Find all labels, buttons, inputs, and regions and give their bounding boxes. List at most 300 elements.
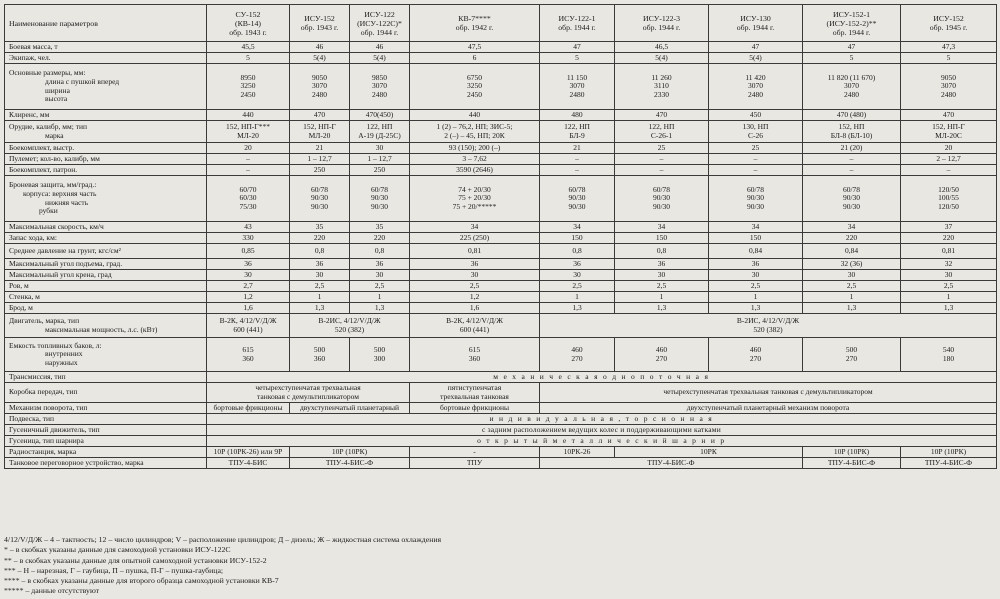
cell-line: 2480 [941, 89, 956, 99]
value-clearance-col3 [350, 110, 410, 121]
value-ford-col2 [290, 303, 350, 314]
cell-line: ИСУ-122-1 [558, 14, 596, 23]
value-pressure-col6 [615, 244, 709, 259]
value-intercom-col2-3: ТПУ-4-БИС-Ф [290, 458, 410, 469]
value-pressure-col3 [350, 244, 410, 259]
cell-line: 2,5 [846, 280, 857, 290]
value-range-col8 [803, 233, 901, 244]
value-gun-col3 [350, 121, 410, 143]
cell-line: 5 [575, 52, 579, 62]
value-ammo-col1 [207, 143, 290, 154]
cell-line: 360 [313, 353, 326, 363]
table-row [5, 292, 997, 303]
table-row [5, 244, 997, 259]
value-ford-col7 [709, 303, 803, 314]
cell-line: 93 (150); 200 (–) [448, 142, 501, 152]
cell-line: 470 [942, 109, 955, 119]
cell-line: В-2ИС, 4/12/V/Д/Ж [318, 315, 381, 325]
cell-line: 75/30 [239, 201, 257, 211]
value-armor-col1 [207, 176, 290, 222]
value-armor-col3 [350, 176, 410, 222]
value-ammo-col8 [803, 143, 901, 154]
value-mass-col1 [207, 42, 290, 53]
cell-line: 1 [377, 291, 382, 301]
cell-line: трехвальная танковая [440, 391, 509, 401]
cell-line: Боекомплект, выстр. [9, 142, 75, 152]
value-crew-col6 [615, 53, 709, 64]
cell-line: В-2К, 4/12/V/Д/Ж [446, 315, 503, 325]
cell-line: 3070 [569, 81, 585, 91]
footnote: * – в скобках указаны данные для самоходной установки ИСУ-122С [4, 545, 231, 555]
cell-line: 1 – 12,7 [367, 153, 392, 163]
cell-line: 90/30 [842, 201, 861, 211]
cell-line: 122, НП [366, 121, 393, 131]
table-row [5, 314, 997, 338]
cell-line: 1,3 [572, 302, 582, 312]
cell-line: 1,3 [656, 302, 667, 312]
cell-line: 2,5 [572, 280, 582, 290]
cell-line: 3070 [844, 81, 859, 91]
cell-line: Запас хода, км: [9, 232, 57, 242]
cell-line: Среднее давление на грунт, кгс/см² [9, 245, 121, 255]
value-mass-col2 [290, 42, 350, 53]
cell-line: 130, НП [742, 121, 769, 131]
value-range-col1 [207, 233, 290, 244]
cell-line: С-26-1 [650, 130, 673, 140]
value-clearance-col9 [901, 110, 997, 121]
param-tilt [5, 270, 207, 281]
table-row [5, 403, 997, 414]
cell-line: 615 [468, 344, 481, 354]
cell-line: (ИСУ-152-2)** [826, 18, 877, 28]
cell-line: 460 [655, 344, 668, 354]
value-dims-col9 [901, 64, 997, 110]
value-fuel-col9 [901, 338, 997, 372]
cell-line: 5(4) [655, 52, 668, 62]
table-row [5, 338, 997, 372]
value-speed-col3 [350, 222, 410, 233]
value-armor-col9 [901, 176, 997, 222]
cell-line: 480 [571, 109, 583, 119]
cell-line: – [946, 164, 951, 174]
cell-line: – [849, 153, 854, 163]
value-gearbox-col1-3 [207, 383, 410, 403]
value-armor-col8 [803, 176, 901, 222]
value-climb-col7 [709, 259, 803, 270]
value-armor-col5 [540, 176, 615, 222]
cell-line: 152, НП-Г [303, 121, 336, 131]
table-row [5, 53, 997, 64]
table-row [5, 447, 997, 458]
value-mass-col6 [615, 42, 709, 53]
value-mgammo-col1 [207, 165, 290, 176]
value-dims-col7 [709, 64, 803, 110]
cell-line: 9050 [941, 72, 956, 82]
value-radio-col9: 10Р (10РК) [901, 447, 997, 458]
cell-line: 3070 [941, 81, 956, 91]
value-ford-col1 [207, 303, 290, 314]
value-propulsion: с задним расположением ведущих колес и поддерживающими катками [207, 425, 997, 436]
value-dims-col6 [615, 64, 709, 110]
cell-line: обр. 1942 г. [455, 23, 494, 32]
cell-line: Боекомплект, патрон. [9, 164, 78, 174]
param-pressure [5, 244, 207, 259]
cell-line: 90/30 [310, 201, 329, 211]
value-clearance-col2 [290, 110, 350, 121]
value-speed-col5 [540, 222, 615, 233]
cell-line: 60/78 [842, 184, 861, 194]
value-ditch-col6 [615, 281, 709, 292]
value-ditch-col3 [350, 281, 410, 292]
cell-line: 9050 [312, 72, 327, 82]
cell-line: 30 [944, 269, 953, 279]
value-mgammo-col4 [410, 165, 540, 176]
cell-line: рубки [39, 206, 58, 216]
value-turning-col5-9: двухступенчатый планетарный механизм поворота [540, 403, 997, 414]
value-pressure-col4 [410, 244, 540, 259]
cell-line: 32 (36) [840, 258, 863, 268]
cell-line: 35 [375, 221, 384, 231]
cell-line: 270 [845, 353, 858, 363]
value-armor-col7 [709, 176, 803, 222]
value-gun-col6 [615, 121, 709, 143]
cell-line: 0,8 [314, 245, 325, 255]
cell-line: 90/30 [370, 201, 389, 211]
value-clearance-col8 [803, 110, 901, 121]
value-mass-col9 [901, 42, 997, 53]
cell-line: Боевая масса, т [9, 41, 58, 51]
value-ammo-col2 [290, 143, 350, 154]
cell-line: 150 [749, 232, 762, 242]
value-mg-col6 [615, 154, 709, 165]
cell-line: 250 [373, 164, 386, 174]
value-tilt-col2 [290, 270, 350, 281]
cell-line: 220 [373, 232, 386, 242]
header-param [5, 5, 207, 42]
value-mg-col7 [709, 154, 803, 165]
cell-line: В-2К, 4/12/V/Д/Ж [219, 315, 277, 325]
cell-line: 225 (250) [459, 232, 490, 242]
value-radio-col2-3: 10Р (10РК) [290, 447, 410, 458]
value-tilt-col5 [540, 270, 615, 281]
cell-line: 5 [946, 52, 951, 62]
table-row [5, 222, 997, 233]
cell-line: СУ-152 [235, 9, 261, 19]
param-propulsion: Гусеничный движитель, тип [5, 425, 207, 436]
cell-line: ИСУ-122 [364, 9, 395, 19]
cell-line: обр. 1943 г. [229, 27, 267, 37]
value-speed-col4 [410, 222, 540, 233]
cell-line: 37 [944, 221, 953, 231]
cell-line: – [753, 164, 758, 174]
value-mgammo-col5 [540, 165, 615, 176]
cell-line: 30 [375, 142, 384, 152]
cell-line: 47 [573, 41, 581, 51]
param-fuel [5, 338, 207, 372]
value-pressure-col7 [709, 244, 803, 259]
param-gearbox: Коробка передач, тип [5, 383, 207, 403]
value-climb-col6 [615, 259, 709, 270]
value-radio-col8: 10Р (10РК) [803, 447, 901, 458]
cell-line: 470 (480) [836, 109, 867, 119]
cell-line: 90/30 [310, 193, 329, 203]
value-mgammo-col6 [615, 165, 709, 176]
param-turning: Механизм поворота, тип [5, 403, 207, 414]
value-fuel-col7 [709, 338, 803, 372]
value-ditch-col8 [803, 281, 901, 292]
value-armor-col2 [290, 176, 350, 222]
value-pressure-col8 [803, 244, 901, 259]
value-mgammo-col2 [290, 165, 350, 176]
cell-line: 21 [573, 142, 581, 152]
value-wall-col9 [901, 292, 997, 303]
cell-line: 2330 [654, 89, 669, 99]
cell-line: 450 [749, 109, 762, 119]
cell-line: 1,2 [469, 291, 480, 301]
value-mass-col4 [410, 42, 540, 53]
value-wall-col2 [290, 292, 350, 303]
value-turning-col4: бортовые фрикционы [410, 403, 540, 414]
table-row [5, 154, 997, 165]
header-c1 [207, 5, 290, 42]
param-gun [5, 121, 207, 143]
cell-line: 90/30 [568, 193, 586, 203]
cell-line: 0,85 [241, 245, 255, 255]
cell-line: Основные размеры, мм: [9, 68, 86, 78]
value-fuel-col1 [207, 338, 290, 372]
cell-line: 540 [942, 344, 955, 354]
cell-line: 360 [242, 353, 254, 363]
cell-line: 0,81 [467, 245, 482, 255]
value-ammo-col5 [540, 143, 615, 154]
cell-line: 3 – 7,62 [462, 153, 487, 163]
cell-line: Двигатель, марка, тип [9, 315, 80, 325]
value-intercom-col8: ТПУ-4-БИС-Ф [803, 458, 901, 469]
cell-line: Клиренс, мм [9, 109, 50, 119]
cell-line: 270 [655, 353, 668, 363]
value-climb-col3 [350, 259, 410, 270]
cell-line: – [849, 164, 854, 174]
cell-line: 30 [244, 269, 252, 279]
cell-line: 43 [244, 221, 252, 231]
cell-line: 150 [655, 232, 668, 242]
cell-line: 500 [373, 344, 386, 354]
table-row [5, 176, 997, 222]
table-row [5, 143, 997, 154]
cell-line: обр. 1945 г. [929, 23, 968, 32]
value-ammo-col6 [615, 143, 709, 154]
value-tilt-col3 [350, 270, 410, 281]
cell-line: 2 – 12,7 [936, 153, 961, 163]
param-crew [5, 53, 207, 64]
cell-line: 5 [849, 52, 854, 62]
value-speed-col9 [901, 222, 997, 233]
param-clearance [5, 110, 207, 121]
table-row [5, 425, 997, 436]
value-range-col6 [615, 233, 709, 244]
cell-line: 152, НП [838, 121, 865, 131]
param-dims [5, 64, 207, 110]
cell-line: 30 [657, 269, 666, 279]
cell-line: корпуса: верхняя часть [23, 188, 97, 198]
cell-line: 6 [472, 52, 477, 62]
cell-line: ИСУ-130 [740, 14, 771, 23]
cell-line: 122, НП [564, 121, 590, 131]
footnotes [4, 535, 996, 597]
cell-line: – [575, 153, 579, 163]
cell-line: 500 [845, 344, 858, 354]
value-speed-col7 [709, 222, 803, 233]
value-ford-col5 [540, 303, 615, 314]
value-fuel-col4 [410, 338, 540, 372]
cell-line: 2,5 [469, 280, 480, 290]
cell-line: 152, НП-Г*** [226, 121, 270, 131]
cell-line: обр. 1944 г. [736, 23, 775, 32]
cell-line: 5 [246, 52, 250, 62]
header-c4 [410, 5, 540, 42]
value-mgammo-col8 [803, 165, 901, 176]
cell-line: 74 + 20/30 [458, 184, 491, 194]
cell-line: Емкость топливных баков, л: [9, 340, 102, 350]
value-ditch-col7 [709, 281, 803, 292]
value-dims-col3 [350, 64, 410, 110]
value-speed-col6 [615, 222, 709, 233]
cell-line: МЛ-20 [308, 130, 331, 140]
value-crew-col1 [207, 53, 290, 64]
cell-line: С-26 [748, 130, 763, 140]
cell-line: 2 (–) – 45, НП; 20К [444, 130, 505, 140]
value-range-col3 [350, 233, 410, 244]
cell-line: – [659, 153, 664, 163]
cell-line: 2450 [240, 89, 256, 99]
value-pressure-col5 [540, 244, 615, 259]
cell-line: 30 [751, 269, 760, 279]
cell-line: 0,8 [374, 245, 385, 255]
cell-line: 1 (2) – 76,2, НП; ЗИС-5; [436, 121, 513, 131]
cell-line: 220 [942, 232, 955, 242]
footnote: 4/12/V/Д/Ж – 4 – тактность; 12 – число цилиндров; V – расположение цилиндров; Д – дизель; Ж – жидкостная система охлаждения [4, 535, 442, 544]
cell-line: обр. 1944 г. [642, 23, 681, 32]
value-mg-col3 [350, 154, 410, 165]
value-mass-col8 [803, 42, 901, 53]
value-mgammo-col9 [901, 165, 997, 176]
cell-line: 36 [244, 258, 252, 268]
value-ditch-col2 [290, 281, 350, 292]
cell-line: 600 (441) [459, 324, 490, 334]
cell-line: 1,6 [469, 302, 480, 312]
value-speed-col1 [207, 222, 290, 233]
value-gun-col8 [803, 121, 901, 143]
value-radio-col5: 10РК-26 [540, 447, 615, 458]
cell-line: 30 [847, 269, 856, 279]
value-engine-col5-9 [540, 314, 997, 338]
cell-line: 32 [944, 258, 953, 268]
cell-line: (ИСУ-122С)* [357, 18, 402, 28]
cell-line: Стенка, м [9, 291, 40, 301]
cell-line: 1,3 [314, 302, 325, 312]
cell-line: 25 [657, 142, 666, 152]
value-gun-col7 [709, 121, 803, 143]
value-ford-col6 [615, 303, 709, 314]
cell-line: 90/30 [746, 201, 765, 211]
table-row [5, 458, 997, 469]
cell-line: Ров, м [9, 280, 29, 290]
value-range-col7 [709, 233, 803, 244]
value-mg-col5 [540, 154, 615, 165]
value-dims-col2 [290, 64, 350, 110]
value-mg-col1 [207, 154, 290, 165]
value-ammo-col7 [709, 143, 803, 154]
param-ditch [5, 281, 207, 292]
cell-line: 9850 [372, 72, 387, 82]
value-intercom-col5-7: ТПУ-4-БИС-Ф [540, 458, 803, 469]
cell-line: высота [45, 94, 68, 104]
value-mass-col5 [540, 42, 615, 53]
cell-line: 1 [946, 291, 951, 301]
cell-line: Максимальная скорость, км/ч [9, 221, 104, 231]
cell-line: обр. 1944 г. [360, 27, 399, 37]
cell-line: 90/30 [370, 193, 389, 203]
cell-line: 75 + 20/***** [452, 201, 497, 211]
param-wall [5, 292, 207, 303]
cell-line: 180 [942, 353, 955, 363]
param-range [5, 233, 207, 244]
table-row [5, 5, 997, 42]
cell-line: 122, НП [648, 121, 675, 131]
cell-line: 120/50 [938, 184, 959, 194]
table-row [5, 165, 997, 176]
value-tilt-col4 [410, 270, 540, 281]
cell-line: БЛ-8 (БЛ-10) [830, 130, 873, 140]
cell-line: 440 [468, 109, 481, 119]
cell-line: 1,3 [943, 302, 954, 312]
spec-table [4, 4, 997, 469]
header-c3 [350, 5, 410, 42]
cell-line: четырехступенчатая трехвальная [255, 382, 361, 392]
table-row [5, 110, 997, 121]
cell-line: длина с пушкой вперед [45, 76, 120, 86]
cell-line: 220 [845, 232, 858, 242]
cell-line: 330 [242, 232, 254, 242]
cell-line: нижняя часть [45, 197, 89, 207]
value-ammo-col9 [901, 143, 997, 154]
cell-line: 150 [571, 232, 583, 242]
cell-line: – [753, 153, 758, 163]
cell-line: 2480 [748, 89, 763, 99]
cell-line: 90/30 [842, 193, 861, 203]
cell-line: 120/50 [938, 201, 959, 211]
cell-line: 270 [571, 353, 583, 363]
cell-line: 220 [313, 232, 326, 242]
value-gun-col9 [901, 121, 997, 143]
cell-line: 30 [315, 269, 324, 279]
value-transmission: м е х а н и ч е с к а я о д н о п о т о ч н а я [207, 372, 997, 383]
cell-line: 60/78 [746, 184, 765, 194]
cell-line: 520 (382) [334, 324, 365, 334]
cell-line: 5(4) [313, 52, 326, 62]
cell-line: 34 [470, 221, 479, 231]
value-tilt-col1 [207, 270, 290, 281]
cell-line: 3250 [467, 81, 482, 91]
value-mgammo-col3 [350, 165, 410, 176]
footnote: *** – Н – нарезная, Г – гаубица, П – пушка, П-Г – пушка-гаубица; [4, 565, 224, 575]
header-c8 [803, 5, 901, 42]
cell-line: 0,8 [656, 245, 667, 255]
cell-line: – [246, 164, 250, 174]
cell-line: обр. 1944 г. [558, 23, 596, 32]
cell-line: 3110 [654, 81, 669, 91]
cell-line: 470 [313, 109, 326, 119]
